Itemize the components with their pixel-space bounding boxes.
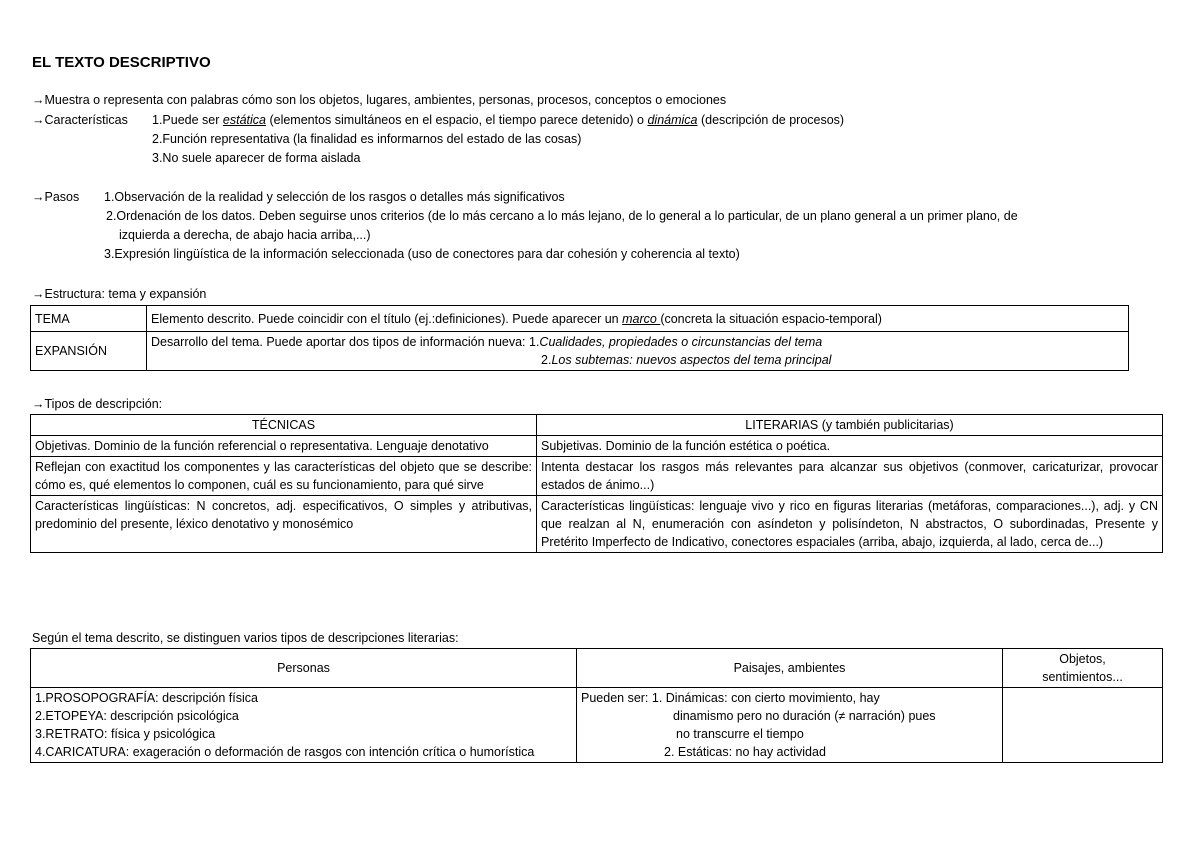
tipos-cell-literarias-3: Características lingüísticas: lenguaje vivo y rico en figuras literarias (metáforas, comparaciones...), adj. y CN que realzan al N, enumeración con asíndeton y polisíndeton, N abstractos, O subordinadas, Presente y Pretérito Imperfecto de Indicativo, conectores espaciales (arriba, abajo, izquierda, al lado, cerca de...) bbox=[537, 496, 1163, 553]
list-item: 1.PROSOPOGRAFÍA: descripción física bbox=[35, 691, 258, 705]
literarias-header-paisajes: Paisajes, ambientes bbox=[577, 649, 1003, 688]
tipos-cell-literarias-2: Intenta destacar los rasgos más relevantes para alcanzar sus objetivos (conmover, caricaturizar, provocar estados de ánimo...) bbox=[537, 457, 1163, 496]
tipos-header-literarias: LITERARIAS (y también publicitarias) bbox=[537, 415, 1163, 436]
list-item: dinamismo pero no duración (≠ narración) pues bbox=[673, 709, 936, 723]
pasos-item-2a: 2.Ordenación de los datos. Deben seguirse unos criterios (de lo más cercano a lo más lejano, de lo general a lo particular, de un plano general a un primer plano, de bbox=[106, 209, 1018, 223]
literarias-header-objetos: Objetos, sentimientos... bbox=[1003, 649, 1163, 688]
list-item: no transcurre el tiempo bbox=[676, 727, 804, 741]
literarias-cell-objetos bbox=[1003, 688, 1163, 763]
literarias-table bbox=[30, 648, 1163, 763]
literarias-cell-personas bbox=[31, 688, 577, 763]
tipos-cell-tecnicas-1: Objetivas. Dominio de la función referencial o representativa. Lenguaje denotativo bbox=[31, 436, 537, 457]
estructura-heading: →Estructura: tema y expansión bbox=[32, 287, 207, 301]
page-title: EL TEXTO DESCRIPTIVO bbox=[32, 54, 211, 71]
pasos-item-2b: izquierda a derecha, de abajo hacia arriba,...) bbox=[119, 228, 371, 242]
expansion-description: Desarrollo del tema. Puede aportar dos tipos de información nueva: 1.Cualidades, propiedades o circunstancias del tema 2.Los subtemas: nuevos aspectos del tema principal bbox=[147, 332, 1129, 371]
pasos-item-3: 3.Expresión lingüística de la información seleccionada (uso de conectores para dar cohesión y coherencia al texto) bbox=[104, 247, 740, 261]
caracteristicas-label: →Características bbox=[32, 113, 128, 127]
tipos-cell-tecnicas-3: Características lingüísticas: N concretos, adj. especificativos, O simples y atributivas, predominio del presente, léxico denotativo y monosémico bbox=[31, 496, 537, 553]
intro-line: →Muestra o representa con palabras cómo son los objetos, lugares, ambientes, personas, procesos, conceptos o emociones bbox=[32, 93, 727, 107]
tipos-table bbox=[30, 414, 1163, 553]
caracteristicas-item-3: 3.No suele aparecer de forma aislada bbox=[152, 151, 361, 165]
tema-label: TEMA bbox=[31, 306, 147, 332]
literarias-header-personas: Personas bbox=[31, 649, 577, 688]
list-item: Pueden ser: 1. Dinámicas: con cierto movimiento, hay bbox=[581, 691, 880, 705]
tipos-cell-tecnicas-2: Reflejan con exactitud los componentes y las características del objeto que se describe: cómo es, qué elementos lo componen, cuál es su funcionamiento, para qué sirve bbox=[31, 457, 537, 496]
list-item: 2. Estáticas: no hay actividad bbox=[664, 745, 826, 759]
pasos-item-1: 1.Observación de la realidad y selección de los rasgos o detalles más significativos bbox=[104, 190, 565, 204]
tipos-heading: →Tipos de descripción: bbox=[32, 397, 163, 411]
list-item: 2.ETOPEYA: descripción psicológica bbox=[35, 709, 239, 723]
caracteristicas-item-2: 2.Función representativa (la finalidad es informarnos del estado de las cosas) bbox=[152, 132, 582, 146]
list-item: 3.RETRATO: física y psicológica bbox=[35, 727, 216, 741]
tema-description: Elemento descrito. Puede coincidir con el título (ej.:definiciones). Puede aparecer un marco (concreta la situación espacio-temporal) bbox=[147, 306, 1129, 332]
caracteristicas-item-1: 1.Puede ser estática (elementos simultáneos en el espacio, el tiempo parece detenido) o dinámica (descripción de procesos) bbox=[152, 113, 845, 127]
expansion-label: EXPANSIÓN bbox=[31, 332, 147, 371]
pasos-label: →Pasos bbox=[32, 190, 80, 204]
literarias-heading: Según el tema descrito, se distinguen varios tipos de descripciones literarias: bbox=[32, 631, 459, 645]
list-item: 4.CARICATURA: exageración o deformación de rasgos con intención crítica o humorística bbox=[35, 745, 535, 759]
estructura-table bbox=[30, 305, 1129, 371]
tipos-header-tecnicas: TÉCNICAS bbox=[31, 415, 537, 436]
literarias-cell-paisajes bbox=[577, 688, 1003, 763]
tipos-cell-literarias-1: Subjetivas. Dominio de la función estética o poética. bbox=[537, 436, 1163, 457]
